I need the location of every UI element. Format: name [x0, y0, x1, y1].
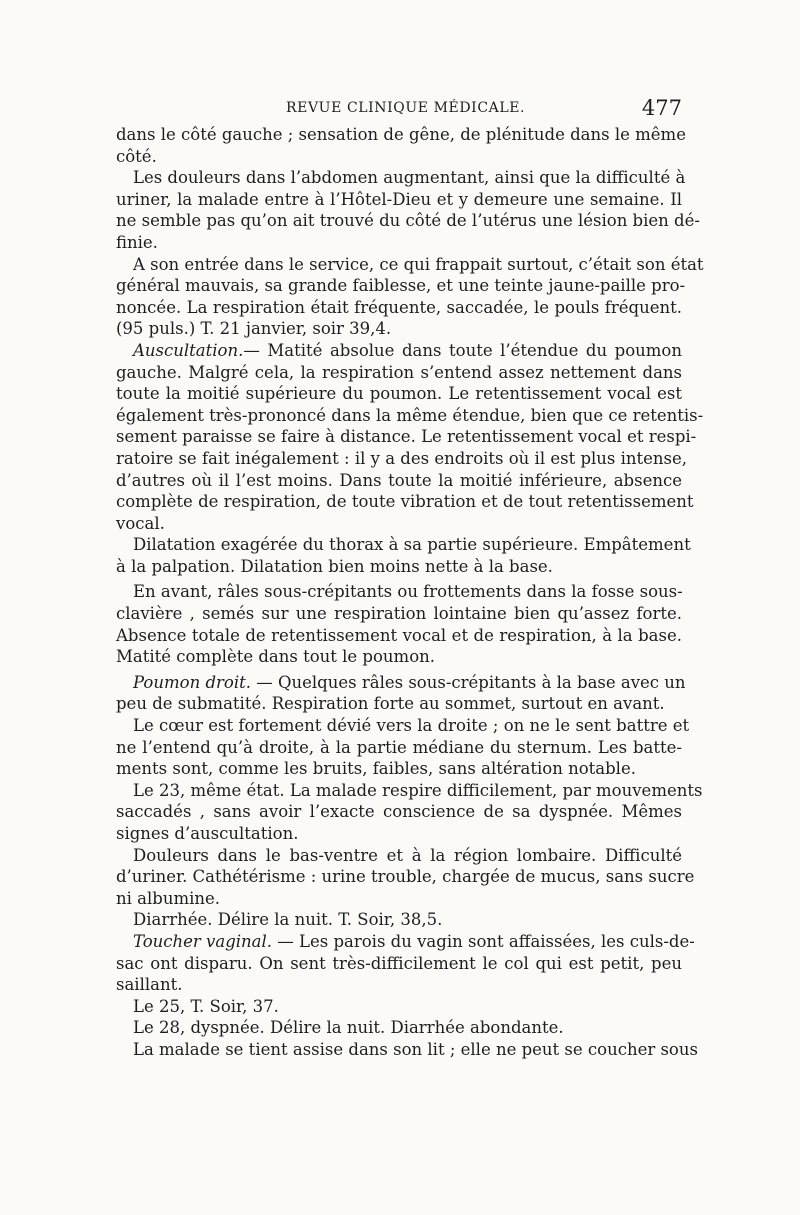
text-line: peu de submatité. Respiration forte au sommet, surtout en avant.	[116, 694, 665, 714]
text-line: Le 28, dyspnée. Délire la nuit. Diarrhée abondante.	[133, 1018, 564, 1038]
text-line: à la palpation. Dilatation bien moins nette à la base.	[116, 556, 553, 576]
text-line: ratoire se fait inégalement : il y a des endroits où il est plus intense,	[116, 448, 688, 468]
text-line: côté.	[116, 146, 157, 166]
text-line: La malade se tient assise dans son lit ; elle ne peut se coucher sous	[133, 1039, 698, 1059]
text-line: Douleurs dans le bas-ventre et à la région lombaire. Difficulté	[133, 845, 682, 865]
line-text: Les parois du vagin sont affaissées, les culs-de-	[299, 931, 695, 951]
text-line	[116, 672, 686, 694]
section-heading: Toucher vaginal. —	[133, 931, 300, 951]
text-line: Absence totale de retentissement vocal et de respiration, à la base.	[116, 625, 682, 645]
text-line: d’autres où il l’est moins. Dans toute la moitié inférieure, absence	[116, 470, 682, 490]
text-line: dans le côté gauche ; sensation de gêne, de plénitude dans le même	[116, 125, 686, 144]
text-line: Matité complète dans tout le poumon.	[116, 647, 436, 667]
text-line: ne semble pas qu’on ait trouvé du côté de l’utérus une lésion bien dé-	[116, 211, 700, 231]
text-line: A son entrée dans le service, ce qui frappait surtout, c’était son état	[133, 254, 704, 274]
text-line	[116, 931, 695, 953]
text-line: signes d’auscultation.	[116, 824, 299, 843]
text-line: complète de respiration, de toute vibration et de tout retentissement	[116, 492, 694, 512]
text-line: uriner, la malade entre à l’Hôtel-Dieu et y demeure une semaine. Il	[116, 189, 682, 209]
text-line: Dilatation exagérée du thorax à sa partie supérieure. Empâtement	[133, 535, 691, 555]
section-heading: Auscultation.—	[133, 340, 268, 360]
text-line: Le 23, même état. La malade respire difficilement, par mouvements	[133, 780, 703, 800]
text-line: (95 puls.) T. 21 janvier, soir 39,4.	[116, 319, 392, 339]
page-number: 477	[641, 96, 682, 120]
text-line: saillant.	[116, 975, 183, 995]
text-line: Diarrhée. Délire la nuit. T. Soir, 38,5.	[133, 910, 443, 930]
section-heading: Poumon droit. —	[133, 672, 278, 692]
running-header	[116, 96, 682, 122]
text-line: Les douleurs dans l’abdomen augmentant, ainsi que la difficulté à	[133, 168, 686, 188]
text-line: général mauvais, sa grande faiblesse, et une teinte jaune-paille pro-	[116, 276, 686, 296]
text-line: clavière , semés sur une respiration lointaine bien qu’assez forte.	[116, 604, 682, 624]
text-line: toute la moitié supérieure du poumon. Le retentissement vocal est	[116, 384, 682, 404]
text-line: d’uriner. Cathétérisme : urine trouble, chargée de mucus, sans sucre	[116, 867, 695, 887]
text-line: vocal.	[116, 513, 165, 533]
text-line: gauche. Malgré cela, la respiration s’entend assez nettement dans	[116, 362, 682, 382]
journal-title: REVUE CLINIQUE MÉDICALE.	[286, 100, 526, 116]
text-line: ne l’entend qu’à droite, à la partie médiane du sternum. Les batte-	[116, 737, 682, 757]
text-line	[116, 340, 682, 362]
line-text: Matité absolue dans toute l’étendue du poumon	[267, 340, 682, 360]
text-line: finie.	[116, 232, 158, 252]
text-line: sac ont disparu. On sent très-difficilement le col qui est petit, peu	[116, 953, 682, 973]
text-line: Le 25, T. Soir, 37.	[133, 996, 279, 1016]
text-line: saccadés , sans avoir l’exacte conscience de sa dyspnée. Mêmes	[116, 802, 682, 822]
text-line: ments sont, comme les bruits, faibles, sans altération notable.	[116, 759, 636, 779]
line-text: Quelques râles sous-crépitants à la base avec un	[277, 672, 686, 692]
text-line: également très-prononcé dans la même étendue, bien que ce retentis-	[116, 405, 704, 425]
text-line: sement paraisse se faire à distance. Le retentissement vocal et respi-	[116, 427, 697, 447]
body-text	[116, 124, 704, 1061]
text-line: Le cœur est fortement dévié vers la droite ; on ne le sent battre et	[133, 716, 690, 736]
text-line: noncée. La respiration était fréquente, saccadée, le pouls fréquent.	[116, 297, 682, 317]
text-line: En avant, râles sous-crépitants ou frottements dans la fosse sous-	[133, 582, 683, 602]
text-line: ni albumine.	[116, 888, 221, 908]
